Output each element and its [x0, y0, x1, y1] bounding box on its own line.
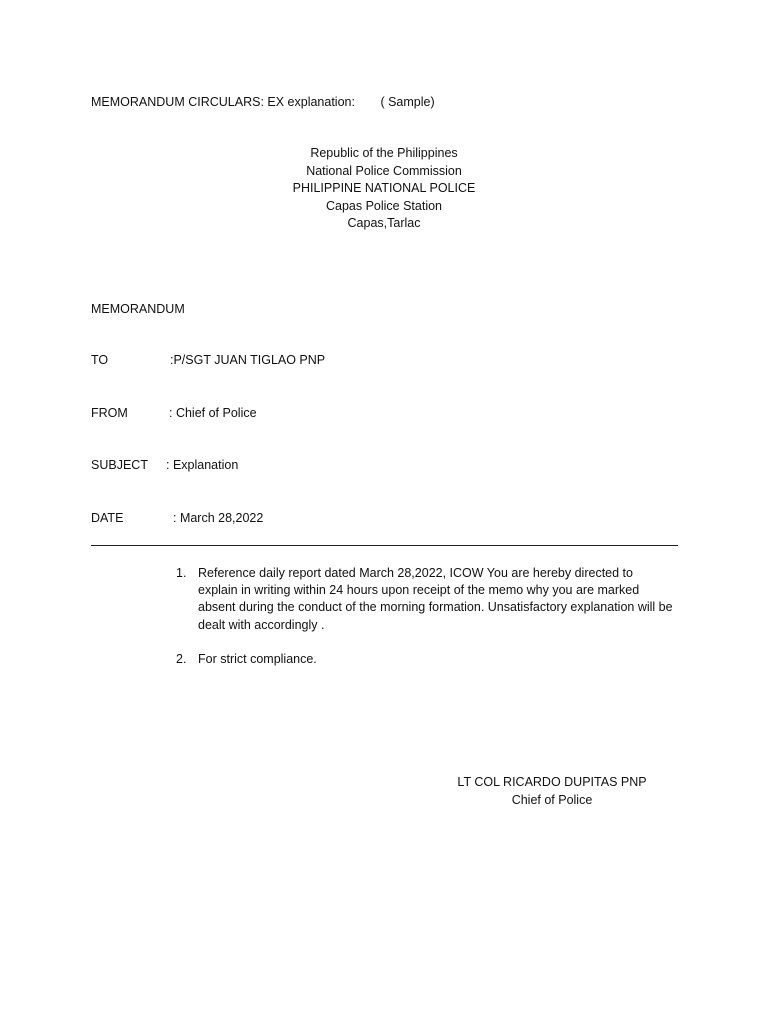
list-item [176, 565, 676, 634]
from-label: FROM [91, 406, 128, 420]
signatory-title: Chief of Police [511, 793, 593, 807]
memo-title: MEMORANDUM [91, 302, 185, 316]
item-text: For strict compliance. [198, 651, 317, 666]
letterhead [0, 145, 768, 233]
date-label: DATE [91, 511, 124, 525]
divider-line [91, 545, 678, 546]
subject-value: : Explanation [166, 458, 239, 472]
memo-body [176, 565, 676, 685]
item-number: 2. [176, 651, 187, 666]
date-value: : March 28,2022 [173, 511, 264, 525]
heading-title: MEMORANDUM CIRCULARS: EX explanation: [91, 95, 355, 109]
signature-block [452, 773, 652, 809]
item-number: 1. [176, 566, 187, 580]
from-value: : Chief of Police [169, 406, 257, 420]
heading-sample: ( Sample) [380, 95, 435, 109]
to-label: TO [91, 353, 109, 367]
letterhead-line: PHILIPPINE NATIONAL POLICE [292, 181, 476, 195]
letterhead-line: Capas,Tarlac [347, 216, 421, 230]
letterhead-line: Republic of the Philippines [310, 146, 458, 160]
letterhead-line: Capas Police Station [325, 198, 443, 213]
letterhead-line: National Police Commission [306, 163, 462, 178]
signatory-name: LT COL RICARDO DUPITAS PNP [457, 775, 647, 789]
subject-label: SUBJECT [91, 458, 148, 472]
document-heading [91, 95, 435, 109]
item-text: Reference daily report dated March 28,2022, ICOW You are hereby directed to explain in writing within 24 hours upon receipt of the memo why you are marked absent during the conduct of the morning formation. Unsatisfactory explanation will be dealt with accordingly . [198, 566, 673, 632]
list-item [176, 651, 676, 668]
to-value: :P/SGT JUAN TIGLAO PNP [170, 353, 326, 367]
